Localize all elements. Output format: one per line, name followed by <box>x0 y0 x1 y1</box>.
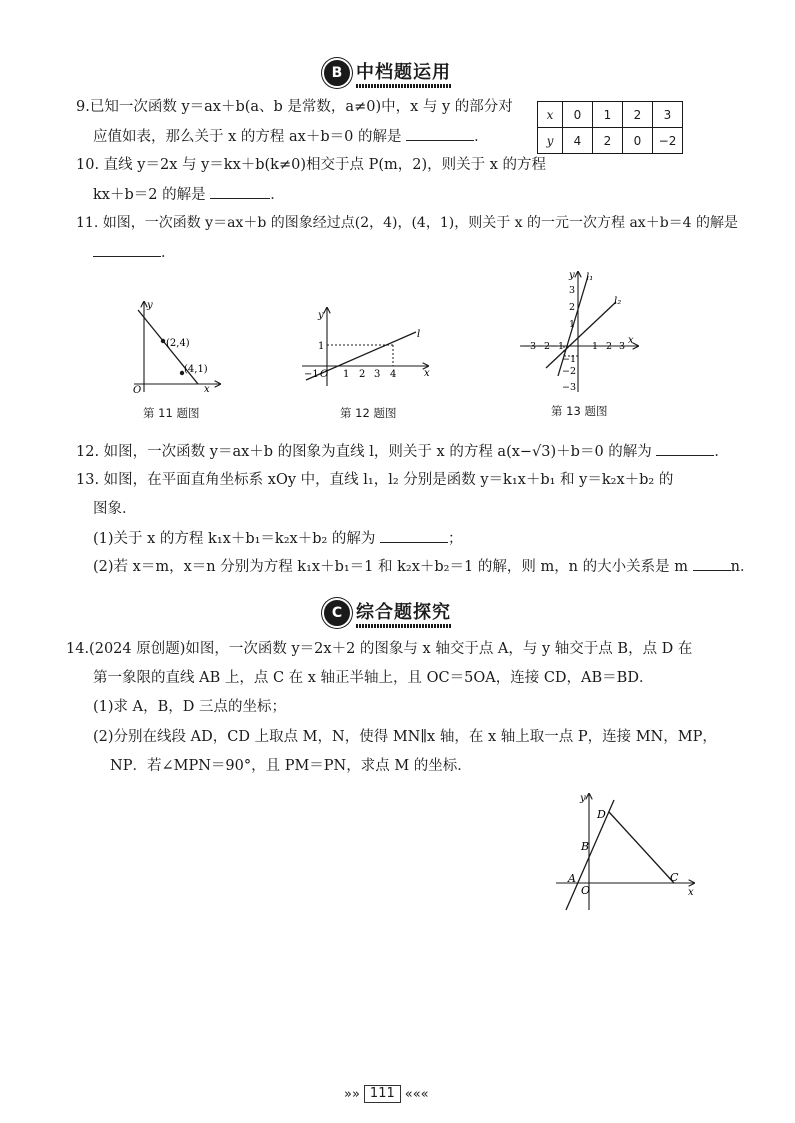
answer-blank-10[interactable] <box>210 184 270 199</box>
table-cell: 0 <box>563 102 593 128</box>
question-12-line1 <box>76 441 729 462</box>
fig14-label-b: B <box>581 840 590 853</box>
question-9-line2 <box>93 126 489 147</box>
question-10-text: kx＋b＝2 的解是 <box>93 187 206 203</box>
fig13-x-tick: −1 <box>550 341 565 352</box>
section-c-heading <box>324 598 451 628</box>
question-13-line2: 图象． <box>93 501 137 517</box>
table-cell: 3 <box>653 102 683 128</box>
fig14-label-d: D <box>597 808 606 821</box>
table-row-x <box>538 102 683 128</box>
fig13-x-tick: 3 <box>619 341 626 352</box>
fig12-tick: 1 <box>343 369 350 380</box>
fig13-x-label: x <box>628 335 634 346</box>
figure-13 <box>516 268 646 398</box>
footer-arrows-left: »» <box>344 1086 360 1102</box>
fig14-label-a: A <box>568 872 576 885</box>
question-12-end: ． <box>714 444 729 460</box>
fig13-y-tick: 1 <box>569 319 576 330</box>
table-cell: 0 <box>623 128 653 154</box>
table-cell: 2 <box>623 102 653 128</box>
question-9-line1: 9.已知一次函数 y＝ax＋b(a、b 是常数，a≠0)中，x 与 y 的部分对 <box>76 99 513 115</box>
question-13-part2 <box>93 556 754 577</box>
question-11-line1: 11. 如图，一次函数 y＝ax＋b 的图象经过点(2，4)，(4，1)，则关于 x 的一元一次方程 ax＋b＝4 的解是 <box>76 215 739 231</box>
fig12-line-label: l <box>417 329 421 340</box>
question-14-line2: 第一象限的直线 AB 上，点 C 在 x 轴正半轴上，且 OC＝5OA，连接 CD，AB＝BD． <box>93 670 654 686</box>
fig13-l2-label: l₂ <box>614 296 622 307</box>
question-14-part1: (1)求 A，B，D 三点的坐标； <box>93 699 287 715</box>
table-cell: −2 <box>653 128 683 154</box>
question-13-part1-text: (1)关于 x 的方程 k₁x＋b₁＝k₂x＋b₂ 的解为 <box>93 531 376 547</box>
question-10-line2 <box>93 184 285 205</box>
value-table <box>537 101 683 154</box>
question-13-part1-end: ； <box>448 531 463 547</box>
section-b-heading <box>324 58 451 88</box>
figure-13-caption: 第 13 题图 <box>551 404 608 418</box>
fig13-y-label: y <box>569 270 575 281</box>
fig13-x-tick: 2 <box>606 341 613 352</box>
figure-12-caption: 第 12 题图 <box>340 406 397 420</box>
question-13-part2-end: n． <box>730 559 755 575</box>
figure-14 <box>552 790 702 915</box>
section-c-title: 综合题探究 <box>356 602 451 623</box>
fig13-x-tick: −2 <box>536 341 551 352</box>
fig13-y-tick: −2 <box>562 366 577 377</box>
fig13-y-tick: 2 <box>569 302 576 313</box>
answer-blank-13-2[interactable] <box>693 556 731 571</box>
question-14-part2-line2: NP．若∠MPN＝90°，且 PM＝PN，求点 M 的坐标． <box>110 758 472 774</box>
question-9-end: ． <box>474 129 489 145</box>
segment-cd <box>609 812 674 883</box>
fig12-x-label: x <box>424 368 430 379</box>
table-cell: x <box>538 102 563 128</box>
fig12-tick: −1 <box>304 369 319 380</box>
fig11-point2-label: (4,1) <box>184 364 208 375</box>
table-cell: 4 <box>563 128 593 154</box>
fig13-l1-label: l₁ <box>586 272 594 283</box>
answer-blank-11[interactable] <box>93 242 161 257</box>
answer-blank-12[interactable] <box>656 441 714 456</box>
point-2-4 <box>161 339 165 343</box>
table-cell: y <box>538 128 563 154</box>
fig13-y-tick: 3 <box>569 285 576 296</box>
fig12-tick: 2 <box>359 369 366 380</box>
fig11-x-label: x <box>204 384 210 395</box>
fig14-label-o: O <box>581 884 591 897</box>
fig12-tick: 4 <box>390 369 397 380</box>
question-10-line1: 10. 直线 y＝2x 与 y＝kx＋b(k≠0)相交于点 P(m，2)，则关于 x 的方程 <box>76 157 547 173</box>
question-11-line2 <box>93 242 176 263</box>
fig12-y-label: y <box>318 310 324 321</box>
figure-11-caption: 第 11 题图 <box>143 406 200 420</box>
fig12-y-tick: 1 <box>318 341 325 352</box>
answer-blank-9[interactable] <box>406 126 474 141</box>
fig14-y-label: y <box>580 793 586 804</box>
question-13-line1: 13. 如图，在平面直角坐标系 xOy 中，直线 l₁，l₂ 分别是函数 y＝k₁x＋b₁ 和 y＝k₂x＋b₂ 的 <box>76 472 674 488</box>
page-number: 111 <box>364 1085 401 1103</box>
question-14-line1: 14.(2024 原创题)如图，一次函数 y＝2x＋2 的图象与 x 轴交于点 A，与 y 轴交于点 B，点 D 在 <box>66 641 693 657</box>
fig14-label-c: C <box>670 871 679 884</box>
answer-blank-13-1[interactable] <box>380 528 448 543</box>
fig13-y-tick: −3 <box>562 382 577 393</box>
table-cell: 2 <box>593 128 623 154</box>
fig13-x-tick: 1 <box>592 341 599 352</box>
fig13-x-tick: −3 <box>522 341 537 352</box>
question-12-text: 12. 如图，一次函数 y＝ax＋b 的图象为直线 l，则关于 x 的方程 a(x−√3)＋b＝0 的解为 <box>76 444 652 460</box>
question-13-part2-text: (2)若 x＝m，x＝n 分别为方程 k₁x＋b₁＝1 和 k₂x＋b₂＝1 的解，则 m，n 的大小关系是 m <box>93 559 688 575</box>
footer-arrows-right: ««« <box>404 1086 429 1102</box>
question-11-end: ． <box>161 245 176 261</box>
section-c-badge: C <box>324 600 350 626</box>
section-b-underline <box>356 84 451 88</box>
question-13-part1 <box>93 528 463 549</box>
fig13-y-tick: −1 <box>562 354 577 365</box>
fig12-tick: O <box>320 369 329 380</box>
question-10-end: ． <box>270 187 285 203</box>
figure-11 <box>120 296 230 396</box>
question-14-part2-line1: (2)分别在线段 AD，CD 上取点 M，N，使得 MN∥x 轴，在 x 轴上取一点 P，连接 MN，MP， <box>93 729 717 745</box>
line-l2 <box>546 302 616 368</box>
fig12-tick: 3 <box>374 369 381 380</box>
fig14-x-label: x <box>688 887 694 898</box>
section-b-badge: B <box>324 60 350 86</box>
section-b-title: 中档题运用 <box>356 62 451 83</box>
page-footer <box>344 1085 429 1103</box>
table-cell: 1 <box>593 102 623 128</box>
question-9-text: 应值如表，那么关于 x 的方程 ax＋b＝0 的解是 <box>93 129 402 145</box>
fig11-y-label: y <box>147 300 153 311</box>
section-c-underline <box>356 624 451 628</box>
fig11-origin: O <box>133 385 142 396</box>
table-row-y <box>538 128 683 154</box>
figure-12 <box>300 302 440 392</box>
fig11-point1-label: (2,4) <box>166 338 190 349</box>
